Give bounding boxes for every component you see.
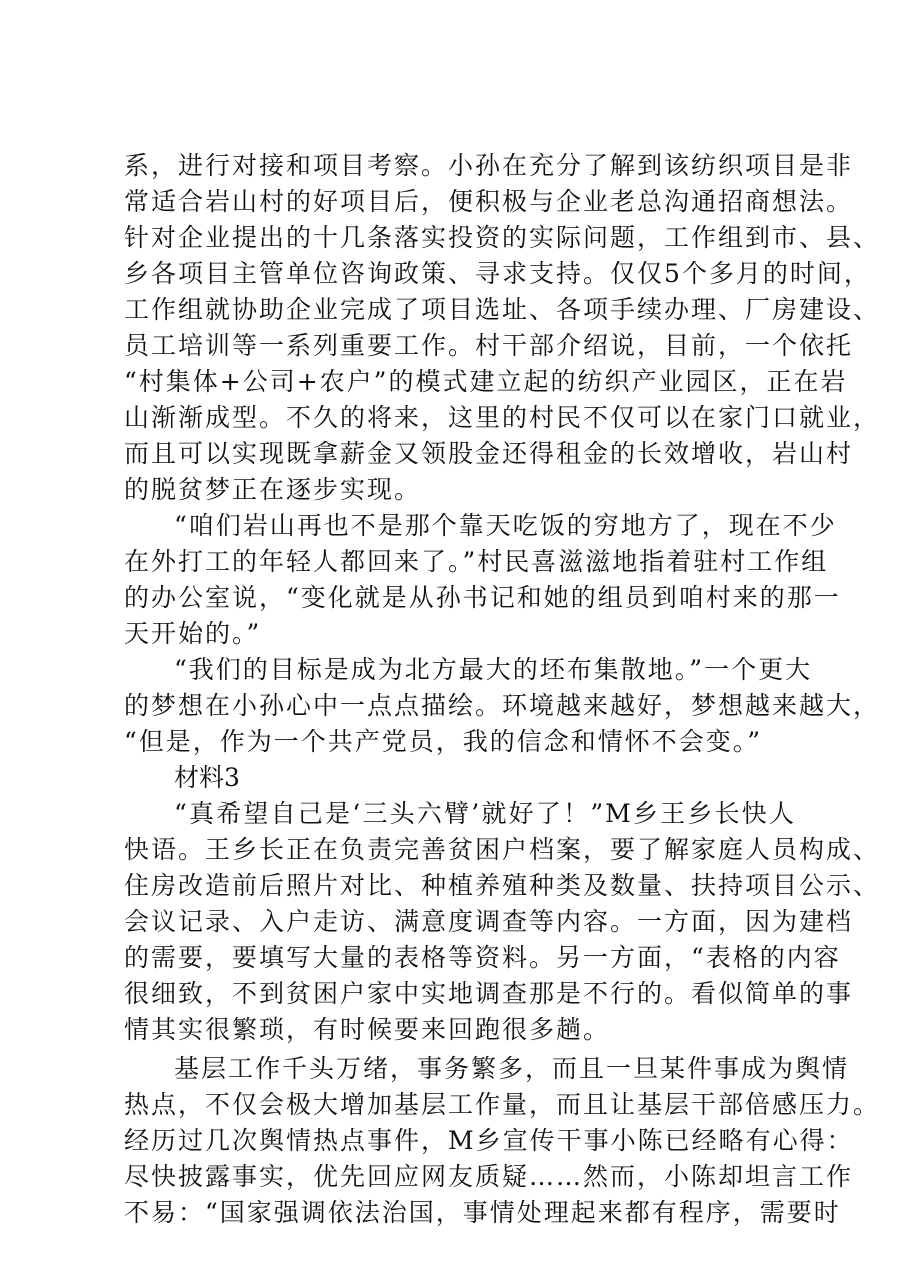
text-line: 的脱贫梦正在逐步实现。 [124,475,422,504]
text-line: 的办公室说，“变化就是从孙书记和她的组员到咱村来的那一 [124,583,841,612]
text-line: 而且可以实现既拿薪金又领股金还得租金的长效增收，岩山村 [124,439,854,468]
text-line: 尽快披露事实，优先回应网友质疑……然而，小陈却坦言工作 [124,1162,854,1191]
text-line: “咱们岩山再也不是那个靠天吃饭的穷地方了，现在不少 [174,511,837,540]
text-line: 的需要，要填写大量的表格等资料。另一方面，“表格的内容 [124,943,841,972]
text-line: 山渐渐成型。不久的将来，这里的村民不仅可以在家门口就业， [124,403,881,432]
section-heading: 材料3 [174,763,240,792]
paragraph-2 [124,508,841,652]
text-line: 工作组就协助企业完成了项目选址、各项手续办理、厂房建设、 [124,295,881,324]
text-line: 不易：“国家强调依法治国，事情处理起来都有程序，需要时 [124,1198,841,1227]
paragraph-5 [124,1051,881,1231]
text-line: 住房改造前后照片对比、种植养殖种类及数量、扶持项目公示、 [124,871,881,900]
paragraph-1 [124,148,881,508]
text-line: 在外打工的年轻人都回来了。”村民喜滋滋地指着驻村工作组 [124,547,829,576]
text-line: 经历过几次舆情热点事件，M乡宣传干事小陈已经略有心得： [124,1126,854,1155]
paragraph-3 [124,652,881,760]
text-line: 乡各项目主管单位咨询政策、寻求支持。仅仅5个多月的时间， [124,259,871,288]
text-line: 热点，不仅会极大增加基层工作量，而且让基层干部倍感压力。 [124,1090,881,1119]
text-line: 快语。王乡长正在负责完善贫困户档案，要了解家庭人员构成、 [124,835,881,864]
document-body [124,148,881,1231]
text-line: 的梦想在小孙心中一点点描绘。环境越来越好，梦想越来越大， [124,691,881,720]
paragraph-4 [124,796,881,1048]
text-line: “真希望自己是‘三头六臂’就好了！”M乡王乡长快人 [174,799,796,828]
text-line: 系，进行对接和项目考察。小孙在充分了解到该纺织项目是非 [124,151,854,180]
text-line: 员工培训等一系列重要工作。村干部介绍说，目前，一个依托 [124,331,854,360]
text-line: 天开始的。” [124,619,262,648]
text-line: 情其实很繁琐，有时候要来回跑很多趟。 [124,1015,611,1044]
text-line: 常适合岩山村的好项目后，便积极与企业老总沟通招商想法。 [124,187,854,216]
text-line: 很细致，不到贫困户家中实地调查那是不行的。看似简单的事 [124,979,854,1008]
text-line: “村集体+公司+农户”的模式建立起的纺织产业园区，正在岩 [124,367,848,396]
text-line: “但是，作为一个共产党员，我的信念和情怀不会变。” [124,727,763,756]
text-line: “我们的目标是成为北方最大的坯布集散地。”一个更大 [174,655,813,684]
text-line: 针对企业提出的十几条落实投资的实际问题，工作组到市、县、 [124,223,881,252]
text-line: 基层工作千头万绪，事务繁多，而且一旦某件事成为舆情 [174,1054,850,1083]
text-line: 会议记录、入户走访、满意度调查等内容。一方面，因为建档 [124,907,854,936]
